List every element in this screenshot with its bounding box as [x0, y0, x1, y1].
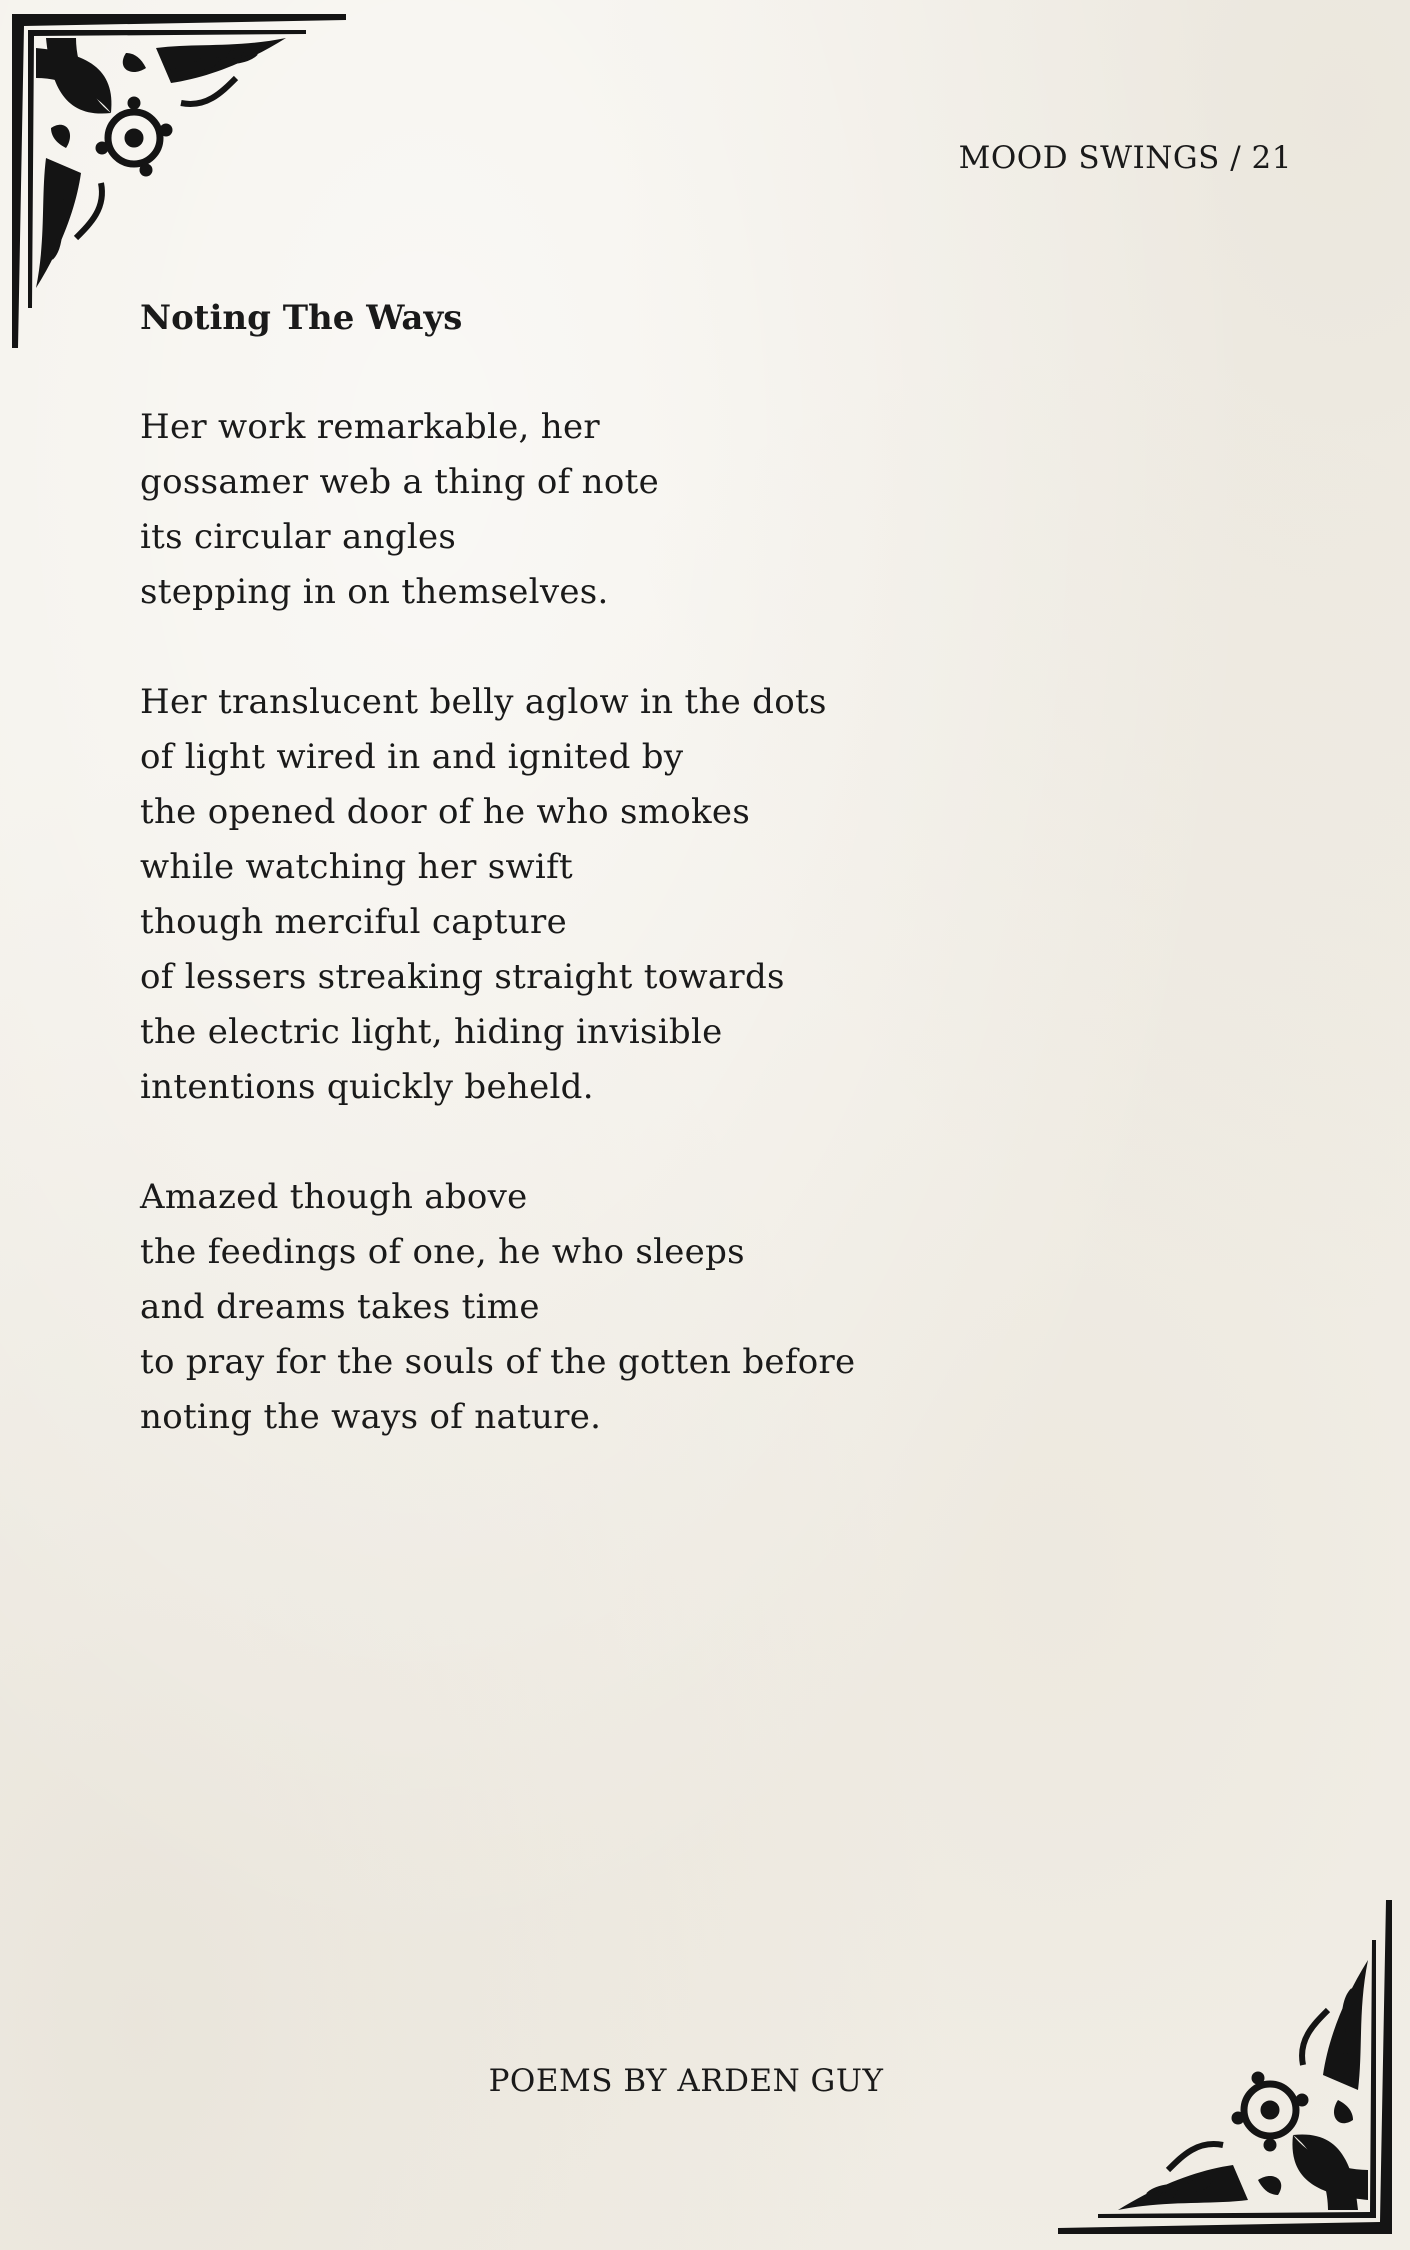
- poem-line: the opened door of he who smokes: [140, 792, 751, 832]
- poem-line: of lessers streaking straight towards: [140, 957, 785, 997]
- poem-line: intentions quickly beheld.: [140, 1067, 594, 1107]
- byline: POEMS BY ARDEN GUY: [488, 2063, 884, 2099]
- stanza: [140, 400, 1240, 620]
- stanza: [140, 675, 1240, 1115]
- poem-line: Her work remarkable, her: [140, 407, 600, 447]
- poem-line: to pray for the souls of the gotten before: [140, 1342, 856, 1382]
- poem-line: Her translucent belly aglow in the dots: [140, 682, 827, 722]
- poem: [140, 290, 1240, 1500]
- poem-title: Noting The Ways: [140, 298, 463, 338]
- poem-line: while watching her swift: [140, 847, 573, 887]
- poem-line: the electric light, hiding invisible: [140, 1012, 723, 1052]
- poem-line: though merciful capture: [140, 902, 568, 942]
- poem-line: its circular angles: [140, 517, 457, 557]
- poem-line: gossamer web a thing of note: [140, 462, 660, 502]
- poem-line: stepping in on themselves.: [140, 572, 609, 612]
- running-head: MOOD SWINGS / 21: [958, 140, 1292, 176]
- poem-line: and dreams takes time: [140, 1287, 540, 1327]
- stanza: [140, 1170, 1240, 1445]
- poem-line: the feedings of one, he who sleeps: [140, 1232, 745, 1272]
- poem-line: of light wired in and ignited by: [140, 737, 684, 777]
- poem-line: noting the ways of nature.: [140, 1397, 602, 1437]
- poem-line: Amazed though above: [140, 1177, 528, 1217]
